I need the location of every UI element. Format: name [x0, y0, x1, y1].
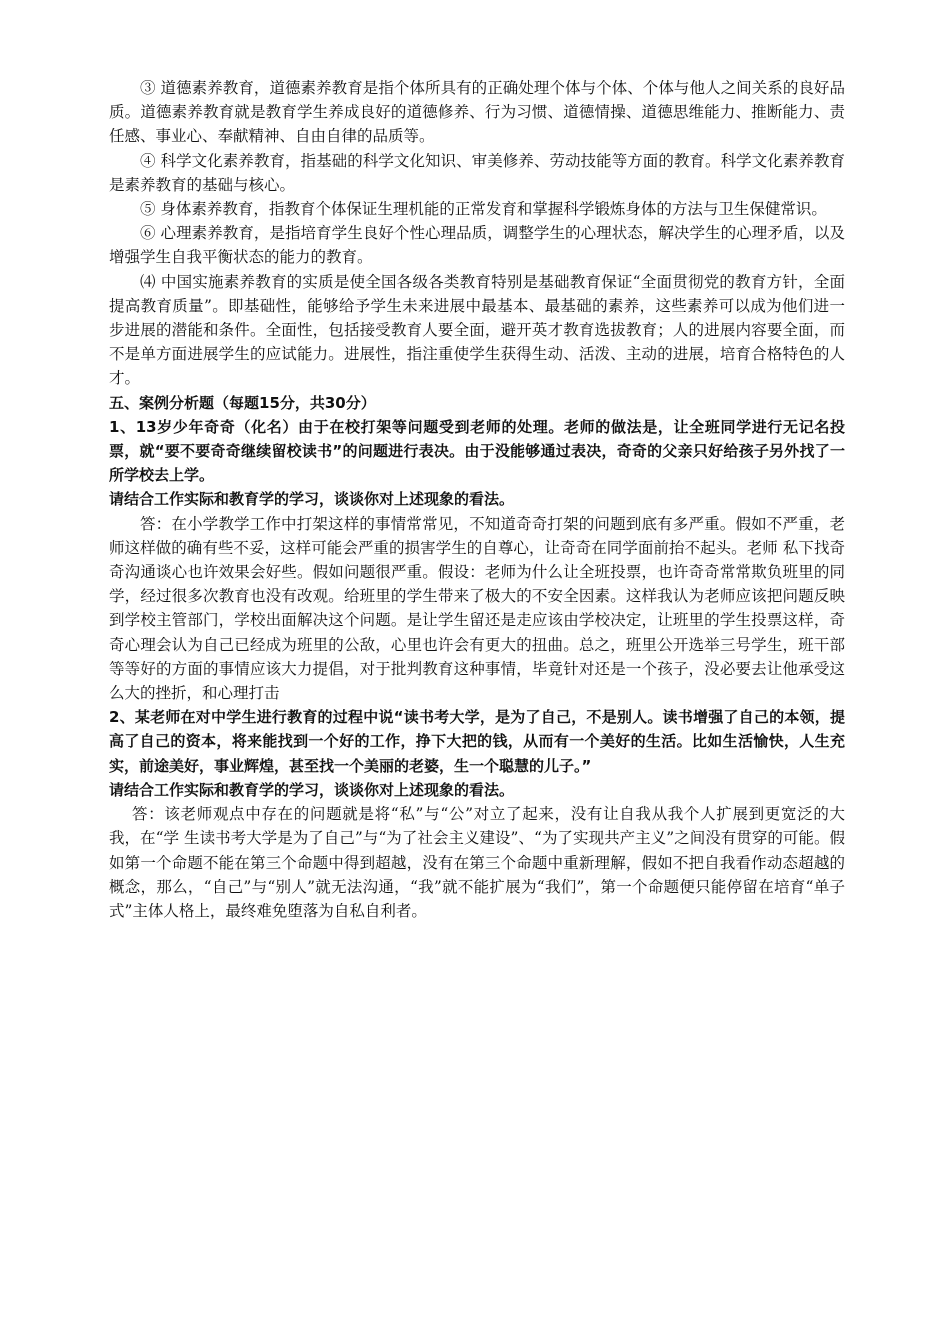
case1-question: 1、13岁少年奇奇（化名）由于在校打架等问题受到老师的处理。老师的做法是，让全班同学进行无记名投票，就“要不要奇奇继续留校读书”的问题进行表决。由于没能够通过表决，奇奇的父亲只好给孩子另外找了一所学校去上学。 — [109, 417, 845, 485]
case2-question: 2、某老师在对中学生进行教育的过程中说“读书考大学，是为了自己，不是别人。读书增强了自己的本领，提高了自己的资本，将来能找到一个好的工作，挣下大把的钱，从而有一个美好的生活。比如生活愉快，人生充实，前途美好，事业辉煌，甚至找一个美丽的老婆，生一个聪慧的儿子。” — [109, 708, 845, 775]
case2-answer: 答：该老师观点中存在的问题就是将“私”与“公”对立了起来，没有让自我从我个人扩展到更宽泛的大我，在“学 生读书考大学是为了自己”与“为了社会主义建设”、“为了实现共产主义”之间没有贯穿的可能。假如第一个命题不能在第三个命题中得到超越，没有在第三个命题中重新理解，假如不把自我看作动态超越的概念，那么，“自己”与“别人”就无法沟通，“我”就不能扩展为“我们”，第一个命题便只能停留在培育“单子式”主体人格上，最终难免堕落为自私自利者。 — [109, 805, 845, 920]
paragraph-essence-of-quality-education: ⑷ 中国实施素养教育的实质是使全国各级各类教育特别是基础教育保证“全面贯彻党的教育方针，全面提高教育质量”。即基础性，能够给予学生未来进展中最基本、最基础的素养，这些素养可以成为他们进一步进展的潜能和条件。全面性，包括接受教育人要全面，避开英才教育选拔教育；人的进展内容要全面，而不是单方面进展学生的应试能力。进展性，指注重使学生获得生动、活泼、主动的进展，培育合格特色的人才。 — [109, 272, 845, 388]
case2-prompt: 请结合工作实际和教育学的学习，谈谈你对上述现象的看法。 — [109, 780, 515, 799]
case1-answer: 答：在小学教学工作中打架这样的事情常常见，不知道奇奇打架的问题到底有多严重。假如不严重，老师这样做的确有些不妥，这样可能会严重的损害学生的自尊心，让奇奇在同学面前抬不起头。老师 私下找奇奇沟通谈心也许效果会好些。假如问题很严重。假设：老师为什么让全班投票，也许奇奇常常欺负班里的同学，经过很多次教育也没有改观。给班里的学生带来了极大的不安全因素。这样我认为老师应该把问题反映到学校主管部门，学校出面解决这个问题。是让学生留还是走应该由学校决定，让班里的学生投票这样，奇奇心理会认为自己已经成为班里的公敌，心里也许会有更大的扭曲。总之，班里公开选举三号学生，班干部等等好的方面的事情应该大力提倡，对于批判教育这种事情，毕竟针对还是一个孩子，没必要去让他承受这么大的挫折，和心理打击 — [109, 514, 845, 703]
case1-prompt: 请结合工作实际和教育学的学习，谈谈你对上述现象的看法。 — [109, 490, 515, 509]
paragraph-science-culture-education: ④ 科学文化素养教育，指基础的科学文化知识、审美修养、劳动技能等方面的教育。科学文化素养教育是素养教育的基础与核心。 — [109, 151, 845, 194]
paragraph-physical-education: ⑤ 身体素养教育，指教育个体保证生理机能的正常发育和掌握科学锻炼身体的方法与卫生保健常识。 — [140, 200, 827, 219]
section-heading: 五、案例分析题（每题15分，共30分） — [109, 393, 376, 412]
paragraph-moral-education: ③ 道德素养教育，道德素养教育是指个体所具有的正确处理个体与个体、个体与他人之间关系的良好品质。道德素养教育就是教育学生养成良好的道德修养、行为习惯、道德情操、道德思维能力、推断能力、责任感、事业心、奉献精神、自由自律的品质等。 — [109, 79, 845, 146]
document-page — [109, 76, 845, 923]
paragraph-psychological-education: ⑥ 心理素养教育，是指培育学生良好个性心理品质，调整学生的心理状态，解决学生的心理矛盾，以及增强学生自我平衡状态的能力的教育。 — [109, 224, 845, 267]
